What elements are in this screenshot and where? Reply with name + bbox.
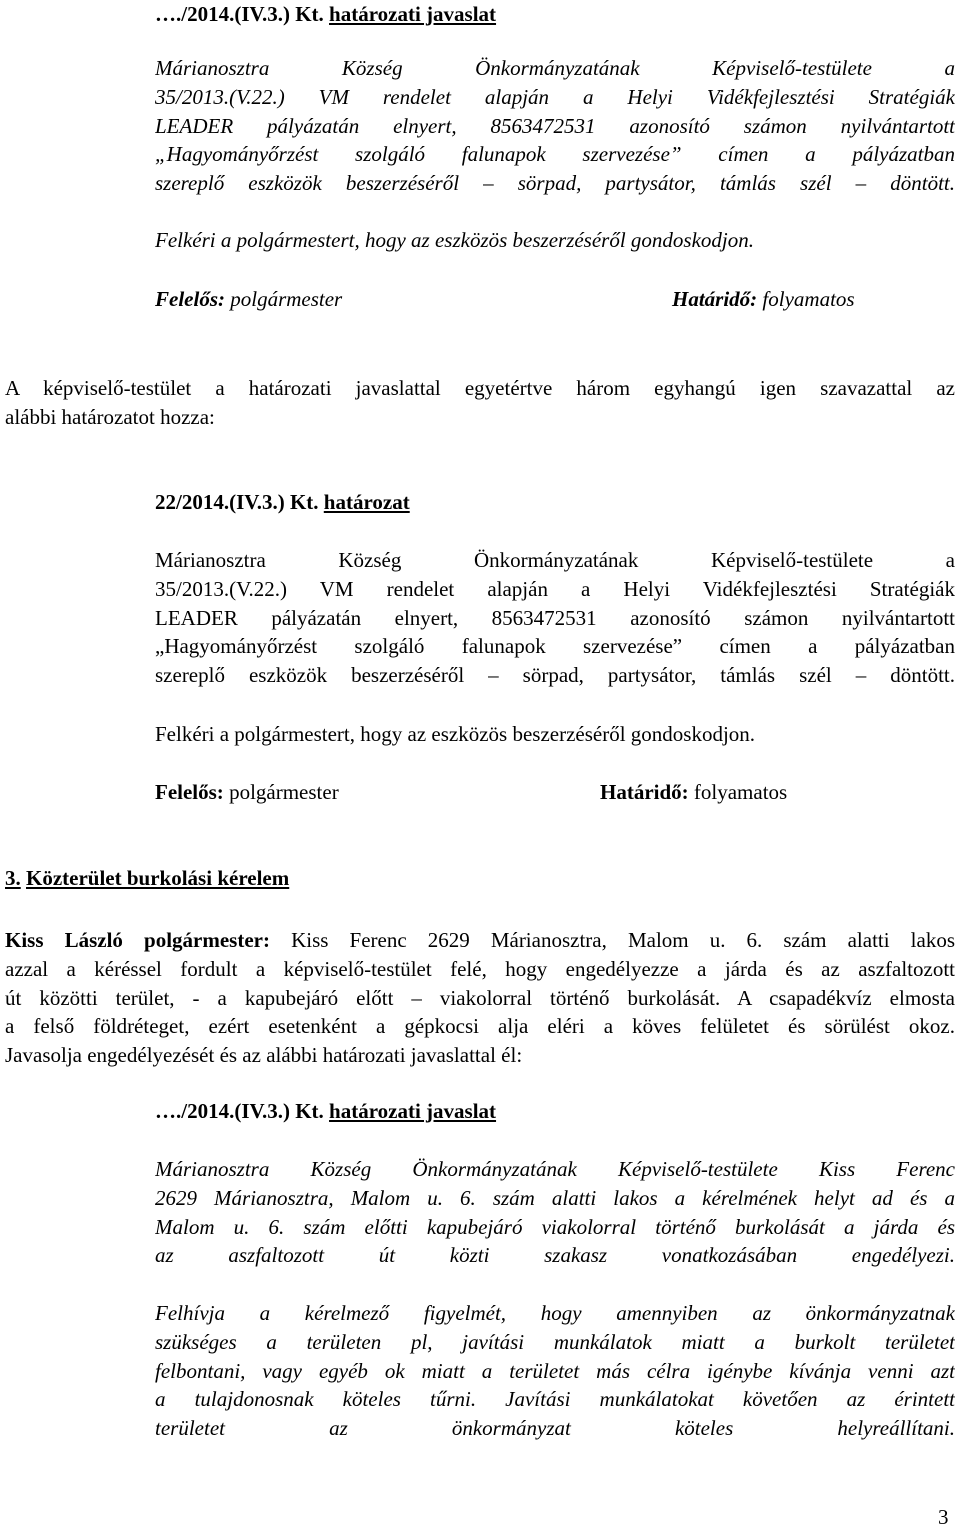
proposal-line: „Hagyományőrzést szolgáló falunapok szervezése” címen a pályázatban: [155, 142, 955, 167]
proposal-line: 35/2013.(V.22.) VM rendelet alapján a Helyi Vidékfejlesztési Stratégiák: [155, 84, 955, 109]
section-title: Közterület burkolási kérelem: [26, 866, 290, 890]
proposal2-line: Márianosztra Község Önkormányzatának Képviselő-testülete Kiss Ferenc: [155, 1157, 955, 1181]
resolution-line: 35/2013.(V.22.) VM rendelet alapján a Helyi Vidékfejlesztési Stratégiák: [155, 576, 955, 601]
proposal2-heading: [155, 1099, 496, 1124]
proposal-deadline: [672, 287, 855, 312]
resolution-line: szereplő eszközök beszerzéséről – sörpad, partysátor, támlás szél – döntött.: [155, 663, 955, 688]
proposal-heading-number: …./2014.(IV.3.) Kt.: [155, 2, 324, 26]
section-body: [5, 926, 955, 1070]
resolution-responsible: [155, 780, 339, 805]
section-body-line: a felső földréteget, ezért esetenként a gépkocsi alja eléri a köves felületet és sörülést okoz.: [5, 1014, 955, 1039]
section-heading: [5, 866, 289, 891]
responsible-value: polgármester: [230, 287, 343, 311]
responsible-label: Felelős:: [155, 287, 225, 311]
section-body-line: azzal a kéréssel fordult a képviselő-testület felé, hogy engedélyezze a járda és az aszfaltozott: [5, 956, 955, 981]
proposal-heading: [155, 0, 496, 28]
section-number: 3.: [5, 866, 21, 890]
proposal2-notice-line: területet az önkormányzat köteles helyreállítani.: [155, 1416, 955, 1441]
resolution-paragraph: [155, 546, 955, 690]
proposal2-heading-number: …./2014.(IV.3.) Kt.: [155, 1099, 324, 1123]
section-body-line: Javasolja engedélyezését és az alábbi határozati javaslattal él:: [5, 1043, 523, 1068]
proposal-line: LEADER pályázatán elnyert, 8563472531 azonosító számon nyilvántartott: [155, 113, 955, 138]
resolution-line: „Hagyományőrzést szolgáló falunapok szervezése” címen a pályázatban: [155, 634, 955, 659]
resolution-heading: [155, 490, 410, 515]
proposal2-line: az aszfaltozott út közti szakasz vonatkozásában engedélyezi.: [155, 1243, 955, 1268]
proposal2-heading-title: határozati javaslat: [329, 1099, 497, 1123]
proposal2-line: Malom u. 6. szám előtti kapubejáró viakolorral történő burkolását a járda és: [155, 1214, 955, 1239]
vote-statement: [5, 374, 955, 432]
page-number: 3: [938, 1505, 949, 1529]
speaker-label: Kiss László polgármester:: [5, 928, 270, 952]
resolution-heading-title: határozat: [323, 490, 410, 514]
section-body-text: Kiss Ferenc 2629 Márianosztra, Malom u. 6. szám alatti lakos: [291, 928, 955, 952]
proposal2-notice-line: felbontani, vagy egyéb ok miatt a területet más célra igénybe kívánja venni azt: [155, 1358, 955, 1383]
proposal2-notice: [155, 1299, 955, 1443]
vote-line: A képviselő-testület a határozati javaslattal egyetértve három egyhangú igen szavazattal az: [5, 376, 955, 400]
proposal2-notice-line: Felhívja a kérelmező figyelmét, hogy amennyiben az önkormányzatnak: [155, 1301, 955, 1325]
proposal2-line: 2629 Márianosztra, Malom u. 6. szám alatti lakos a kérelmének helyt ad és a: [155, 1185, 955, 1210]
proposal-responsible: [155, 287, 342, 312]
vote-line: alábbi határozatot hozza:: [5, 404, 215, 429]
proposal-heading-title: határozati javaslat: [329, 2, 497, 26]
proposal2-notice-line: a tulajdonosnak köteles tűrni. Javítási munkálatokat követően az érintett: [155, 1387, 955, 1412]
proposal-paragraph: [155, 54, 955, 198]
proposal2-notice-line: szükséges a területen pl, javítási munkálatok miatt a burkolt területet: [155, 1329, 955, 1354]
deadline-label: Határidő:: [600, 780, 689, 804]
responsible-label: Felelős:: [155, 780, 224, 804]
deadline-value: folyamatos: [693, 780, 788, 804]
resolution-line: LEADER pályázatán elnyert, 8563472531 azonosító számon nyilvántartott: [155, 605, 955, 630]
resolution-request: Felkéri a polgármestert, hogy az eszközös beszerzéséről gondoskodjon.: [155, 722, 756, 746]
section-body-line: út közötti terület, - a kapubejáró előtt – viakolorral történő burkolását. A csapadékvíz elmosta: [5, 985, 955, 1010]
resolution-line: Márianosztra Község Önkormányzatának Képviselő-testülete a: [155, 548, 955, 572]
responsible-value: polgármester: [229, 780, 339, 804]
deadline-value: folyamatos: [762, 287, 855, 311]
section-body-line: [5, 926, 955, 955]
proposal-request: Felkéri a polgármestert, hogy az eszközös beszerzéséről gondoskodjon.: [155, 228, 755, 252]
proposal-line: Márianosztra Község Önkormányzatának Képviselő-testülete a: [155, 56, 955, 80]
resolution-deadline: [600, 780, 787, 805]
deadline-label: Határidő:: [672, 287, 758, 311]
proposal2-paragraph: [155, 1155, 955, 1270]
proposal-line: szereplő eszközök beszerzéséről – sörpad, partysátor, támlás szél – döntött.: [155, 171, 955, 196]
resolution-heading-number: 22/2014.(IV.3.) Kt.: [155, 490, 319, 514]
